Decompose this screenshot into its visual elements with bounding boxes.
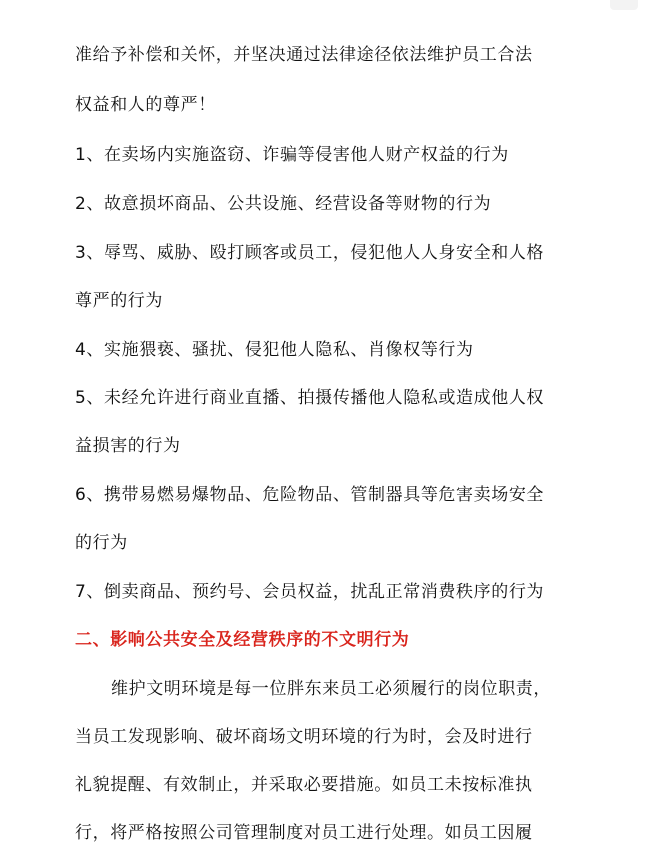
- paragraph-line: 礼貌提醒、有效制止，并采取必要措施。如员工未按标准执: [75, 775, 533, 795]
- list-item-3-continued: 尊严的行为: [75, 291, 163, 311]
- list-item-5: 5、未经允许进行商业直播、拍摄传播他人隐私或造成他人权: [75, 388, 545, 408]
- section-heading: 二、影响公共安全及经营秩序的不文明行为: [75, 630, 410, 650]
- paragraph-line: 维护文明环境是每一位胖东来员工必须履行的岗位职责，: [111, 679, 551, 699]
- list-item-3: 3、辱骂、威胁、殴打顾客或员工，侵犯他人人身安全和人格: [75, 243, 545, 263]
- paragraph-line: 当员工发现影响、破坏商场文明环境的行为时，会及时进行: [75, 727, 533, 747]
- list-item-5-continued: 益损害的行为: [75, 436, 181, 456]
- list-item-1: 1、在卖场内实施盗窃、诈骗等侵害他人财产权益的行为: [75, 145, 509, 165]
- list-item-2: 2、故意损坏商品、公共设施、经营设备等财物的行为: [75, 194, 492, 214]
- paragraph-line: 权益和人的尊严！: [75, 95, 216, 115]
- list-item-4: 4、实施猥亵、骚扰、侵犯他人隐私、肖像权等行为: [75, 340, 474, 360]
- list-item-6-continued: 的行为: [75, 533, 128, 553]
- list-item-6: 6、携带易燃易爆物品、危险物品、管制器具等危害卖场安全: [75, 485, 545, 505]
- paragraph-line: 准给予补偿和关怀，并坚决通过法律途径依法维护员工合法: [75, 45, 533, 65]
- list-item-7: 7、倒卖商品、预约号、会员权益，扰乱正常消费秩序的行为: [75, 582, 545, 602]
- paragraph-line: 行，将严格按照公司管理制度对员工进行处理。如员工因履: [75, 823, 533, 843]
